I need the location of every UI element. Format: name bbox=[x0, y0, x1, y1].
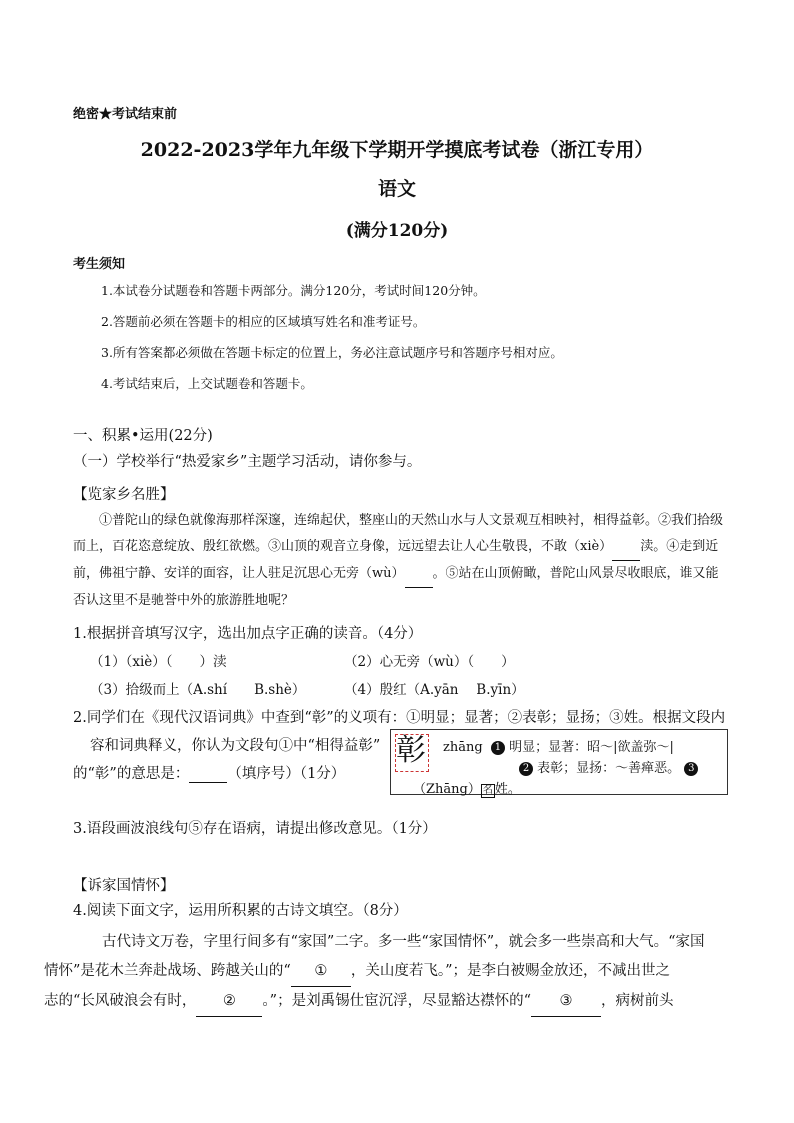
sense-number: 2 bbox=[519, 762, 533, 776]
blank-1: ① bbox=[291, 957, 351, 987]
dict-definition: 姓。 bbox=[494, 782, 521, 797]
passage-text-b: 渎。④走到近前，佛祖宁静、安详的面容，让人驻足沉思心无旁（wù） bbox=[73, 539, 719, 581]
section-heading: 一、积累•运用(22分) bbox=[73, 428, 213, 444]
dict-definition: 表彰；显扬：～善瘅恶。 bbox=[537, 761, 681, 776]
dictionary-entry bbox=[390, 729, 728, 795]
q2-suffix: （填序号）（1分） bbox=[227, 766, 346, 782]
q1-option-2: （2）心无旁（wù）（ ） bbox=[344, 654, 515, 670]
notice-item: 3.所有答案都必须做在答题卡标定的位置上，务必注意试题序号和答题序号相对应。 bbox=[101, 345, 563, 360]
noun-tag: 名 bbox=[482, 785, 493, 796]
blank-2: ② bbox=[196, 987, 262, 1017]
question-2-line-2: 容和词典释义，你认为文段句①中“相得益彰” bbox=[90, 738, 381, 754]
q1-option-3: （3）拾级而上（A.shí B.shè） bbox=[90, 682, 306, 698]
dict-line-3 bbox=[413, 778, 521, 798]
passage-text-a: ①普陀山的绿色就像海那样深邃，连绵起伏，整座山的天然山水与人文景观互相映衬，相得益彰。②我们拾级而上，百花恣意绽放、殷红欲燃。③山顶的观音立身像，远远望去让人心生敬畏，不敢（xiè） bbox=[73, 513, 724, 554]
question-2-line-3 bbox=[73, 762, 345, 783]
dict-pinyin: zhāng bbox=[443, 740, 483, 755]
q1-option-1: （1）（xiè）（ ）渎 bbox=[90, 654, 227, 670]
notice-item: 1.本试卷分试题卷和答题卡两部分。满分120分，考试时间120分钟。 bbox=[101, 283, 486, 298]
q4-text: ，病树前头 bbox=[601, 993, 674, 1009]
dict-line-1 bbox=[443, 736, 674, 755]
full-score: (满分120分) bbox=[345, 221, 449, 241]
q1-option-4: （4）殷红（A.yān B.yīn） bbox=[344, 682, 525, 698]
question-3: 3.语段画波浪线句⑤存在语病，请提出修改意见。（1分） bbox=[73, 821, 437, 837]
part-heading-scenery: 【览家乡名胜】 bbox=[73, 487, 175, 503]
poetry-passage bbox=[44, 928, 723, 1017]
notice-item: 2.答题前必须在答题卡的相应的区域填写姓名和准考证号。 bbox=[101, 314, 426, 329]
subject-title: 语文 bbox=[377, 178, 416, 200]
q4-text: 志的“长风破浪会有时， bbox=[44, 993, 197, 1009]
section-intro: （一）学校举行“热爱家乡”主题学习活动，请你参与。 bbox=[73, 454, 422, 470]
exam-title: 2022-2023学年九年级下学期开学摸底考试卷（浙江专用） bbox=[140, 139, 654, 161]
q4-text: 。”；是刘禹锡仕宦沉浮，尽显豁达襟怀的“ bbox=[262, 993, 531, 1009]
sense-number: 1 bbox=[491, 741, 505, 755]
passage-text-c: 。⑤站在山顶俯瞰，普陀山风景尽收眼底，谁又能否认这里不是驰誉中外的旅游胜地呢？ bbox=[73, 566, 719, 608]
question-4-stem: 4.阅读下面文字，运用所积累的古诗文填空。（8分） bbox=[73, 903, 408, 919]
q2-prompt: 的“彰”的意思是： bbox=[73, 766, 190, 782]
notice-heading: 考生须知 bbox=[73, 257, 126, 272]
dict-line-2 bbox=[519, 757, 698, 776]
answer-blank bbox=[189, 766, 227, 783]
confidential-label: 绝密★考试结束前 bbox=[73, 107, 178, 122]
question-2-line-1: 2.同学们在《现代汉语词典》中查到“彰”的义项有：①明显；显著；②表彰；显扬；③姓。根据文段内 bbox=[73, 710, 726, 726]
q4-text: ，关山度若飞。”；是李白被赐金放还，不减出世之 bbox=[350, 963, 670, 979]
q4-text: 情怀”是花木兰奔赴战场、跨越关山的“ bbox=[44, 963, 291, 979]
dict-character: 彰 bbox=[396, 733, 426, 768]
q4-text: 古代诗文万卷，字里行间多有“家国”二字。多一些“家国情怀”，就会多一些崇高和大气。“家国 bbox=[102, 934, 705, 950]
part-heading-patriotism: 【诉家国情怀】 bbox=[73, 878, 175, 894]
scenery-passage bbox=[73, 508, 723, 614]
notice-item: 4.考试结束后，上交试题卷和答题卡。 bbox=[101, 376, 313, 391]
question-1-stem: 1.根据拼音填写汉字，选出加点字正确的读音。（4分） bbox=[73, 626, 423, 642]
blank-3: ③ bbox=[531, 987, 601, 1017]
dict-definition: 明显；显著：昭～|欲盖弥～| bbox=[509, 740, 674, 755]
dict-pinyin-cap: （Zhāng） bbox=[413, 782, 481, 797]
sense-number: 3 bbox=[684, 762, 698, 776]
